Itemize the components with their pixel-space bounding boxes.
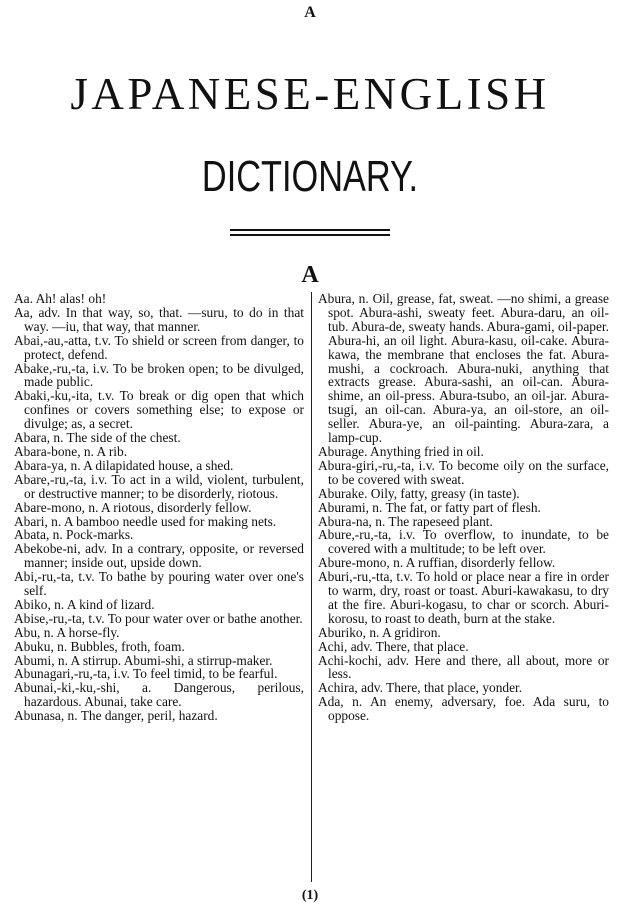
- dictionary-entry: Abare-mono, n. A riotous, disorderly fellow.: [14, 499, 252, 515]
- section-letter: A: [301, 262, 319, 288]
- dictionary-entry: Aburage. Anything fried in oil.: [318, 443, 484, 459]
- dictionary-entry: Aburami, n. The fat, or fatty part of flesh.: [318, 499, 541, 515]
- dictionary-entry: Achi, adv. There, that place.: [318, 638, 469, 654]
- title-rule-upper: [230, 229, 390, 231]
- dictionary-entry: Achi-kochi, adv. Here and there, all about, more or less.: [318, 652, 609, 682]
- dictionary-entry: Aburake. Oily, fatty, greasy (in taste).: [318, 485, 520, 501]
- dictionary-entry: Abake,-ru,-ta, i.v. To be broken open; to be divulged, made public.: [14, 360, 304, 390]
- dictionary-entry: Aa, adv. In that way, so, that. —suru, to do in that way. —iu, that way, that manner.: [14, 304, 304, 334]
- dictionary-entry: Abunagari,-ru,-ta, i.v. To feel timid, to be fearful.: [14, 666, 278, 682]
- dictionary-entry: Abure,-ru,-ta, i.v. To overflow, to inundate, to be covered with a multitude; to be left over.: [318, 527, 609, 557]
- dictionary-entry: Abise,-ru,-ta, t.v. To pour water over or bathe another.: [14, 610, 303, 626]
- dictionary-entry: Achira, adv. There, that place, yonder.: [318, 680, 523, 696]
- dictionary-entry: Abunasa, n. The danger, peril, hazard.: [14, 708, 218, 724]
- dictionary-entry: Ada, n. An enemy, adversary, foe. Ada suru, to oppose.: [318, 694, 609, 724]
- dictionary-entry: Abaki,-ku,-ita, t.v. To break or dig open that which confines or covers something else; to expose or divulge; as, a secret.: [14, 388, 304, 432]
- dictionary-entry: Abara, n. The side of the chest.: [14, 430, 181, 446]
- title-article: A: [304, 4, 316, 21]
- dictionary-entry: Abura, n. Oil, grease, fat, sweat. —no shimi, a grease spot. Abura-ashi, sweaty feet. Abura-daru, an oil-tub. Abura-de, sweaty hands. Abura-gami, oil-paper. Abura-hi, an oil light. Abura-kasu, oil-cake. Abura-kawa, the membrane that encloses the fat. Abura-mushi, a cockroach. Abura-nuki, anything that extracts grease. Abura-sashi, an oil-can. Abura-shime, an oil-press. Abura-tsubo, an oil-jar. Abura-tsugi, an oil-can. Abura-ya, an oil-store, an oil-seller. Abura-ye, an oil-painting. Abura-zara, a lamp-cup.: [318, 291, 609, 446]
- dictionary-entry: Abi,-ru,-ta, t.v. To bathe by pouring water over one's self.: [14, 569, 304, 599]
- page-number: (1): [301, 888, 319, 903]
- dictionary-entry: Aburiko, n. A gridiron.: [318, 624, 441, 640]
- title-line-1: JAPANESE-ENGLISH: [70, 69, 550, 119]
- dictionary-entry: Aa. Ah! alas! oh!: [14, 291, 107, 306]
- dictionary-entry: Abara-ya, n. A dilapidated house, a shed.: [14, 457, 234, 473]
- dictionary-entry: Aburi,-ru,-tta, t.v. To hold or place near a fire in order to warm, dry, roast or toast. Aburi-kawakasu, to dry at the fire. Aburi-kogasu, to char or scorch. Aburi-korosu, to roast to death, burn at the stake.: [318, 569, 609, 626]
- dictionary-entry: Abare,-ru,-ta, i.v. To act in a wild, violent, turbulent, or destructive manner; to be disorderly, riotous.: [14, 471, 304, 501]
- dictionary-entry: Abekobe-ni, adv. In a contrary, opposite, or reversed manner; inside out, upside down.: [14, 541, 304, 571]
- dictionary-entry: Abumi, n. A stirrup. Abumi-shi, a stirrup-maker.: [14, 652, 273, 668]
- dictionary-entry: Abuku, n. Bubbles, froth, foam.: [14, 638, 185, 654]
- dictionary-entry: Abura-na, n. The rapeseed plant.: [318, 513, 493, 529]
- dictionary-entry: Abara-bone, n. A rib.: [14, 443, 128, 459]
- title-line-2: DICTIONARY.: [201, 152, 419, 201]
- dictionary-entry: Abai,-au,-atta, t.v. To shield or screen from danger, to protect, defend.: [14, 332, 304, 362]
- dictionary-entry: Abiko, n. A kind of lizard.: [14, 596, 155, 612]
- dictionary-entry: Abu, n. A horse-fly.: [14, 624, 120, 640]
- title-rule-lower: [230, 234, 390, 236]
- dictionary-entry: Abure-mono, n. A ruffian, disorderly fellow.: [318, 555, 556, 571]
- right-column: [318, 292, 609, 723]
- left-column: [14, 292, 304, 723]
- column-divider: [311, 292, 312, 882]
- dictionary-entry: Abura-giri,-ru,-ta, i.v. To become oily on the surface, to be covered with sweat.: [318, 457, 609, 487]
- dictionary-entry: Abari, n. A bamboo needle used for making nets.: [14, 513, 277, 529]
- dictionary-entry: Abunai,-ki,-ku,-shi, a. Dangerous, perilous, hazardous. Abunai, take care.: [14, 680, 304, 710]
- dictionary-entry: Abata, n. Pock-marks.: [14, 527, 134, 543]
